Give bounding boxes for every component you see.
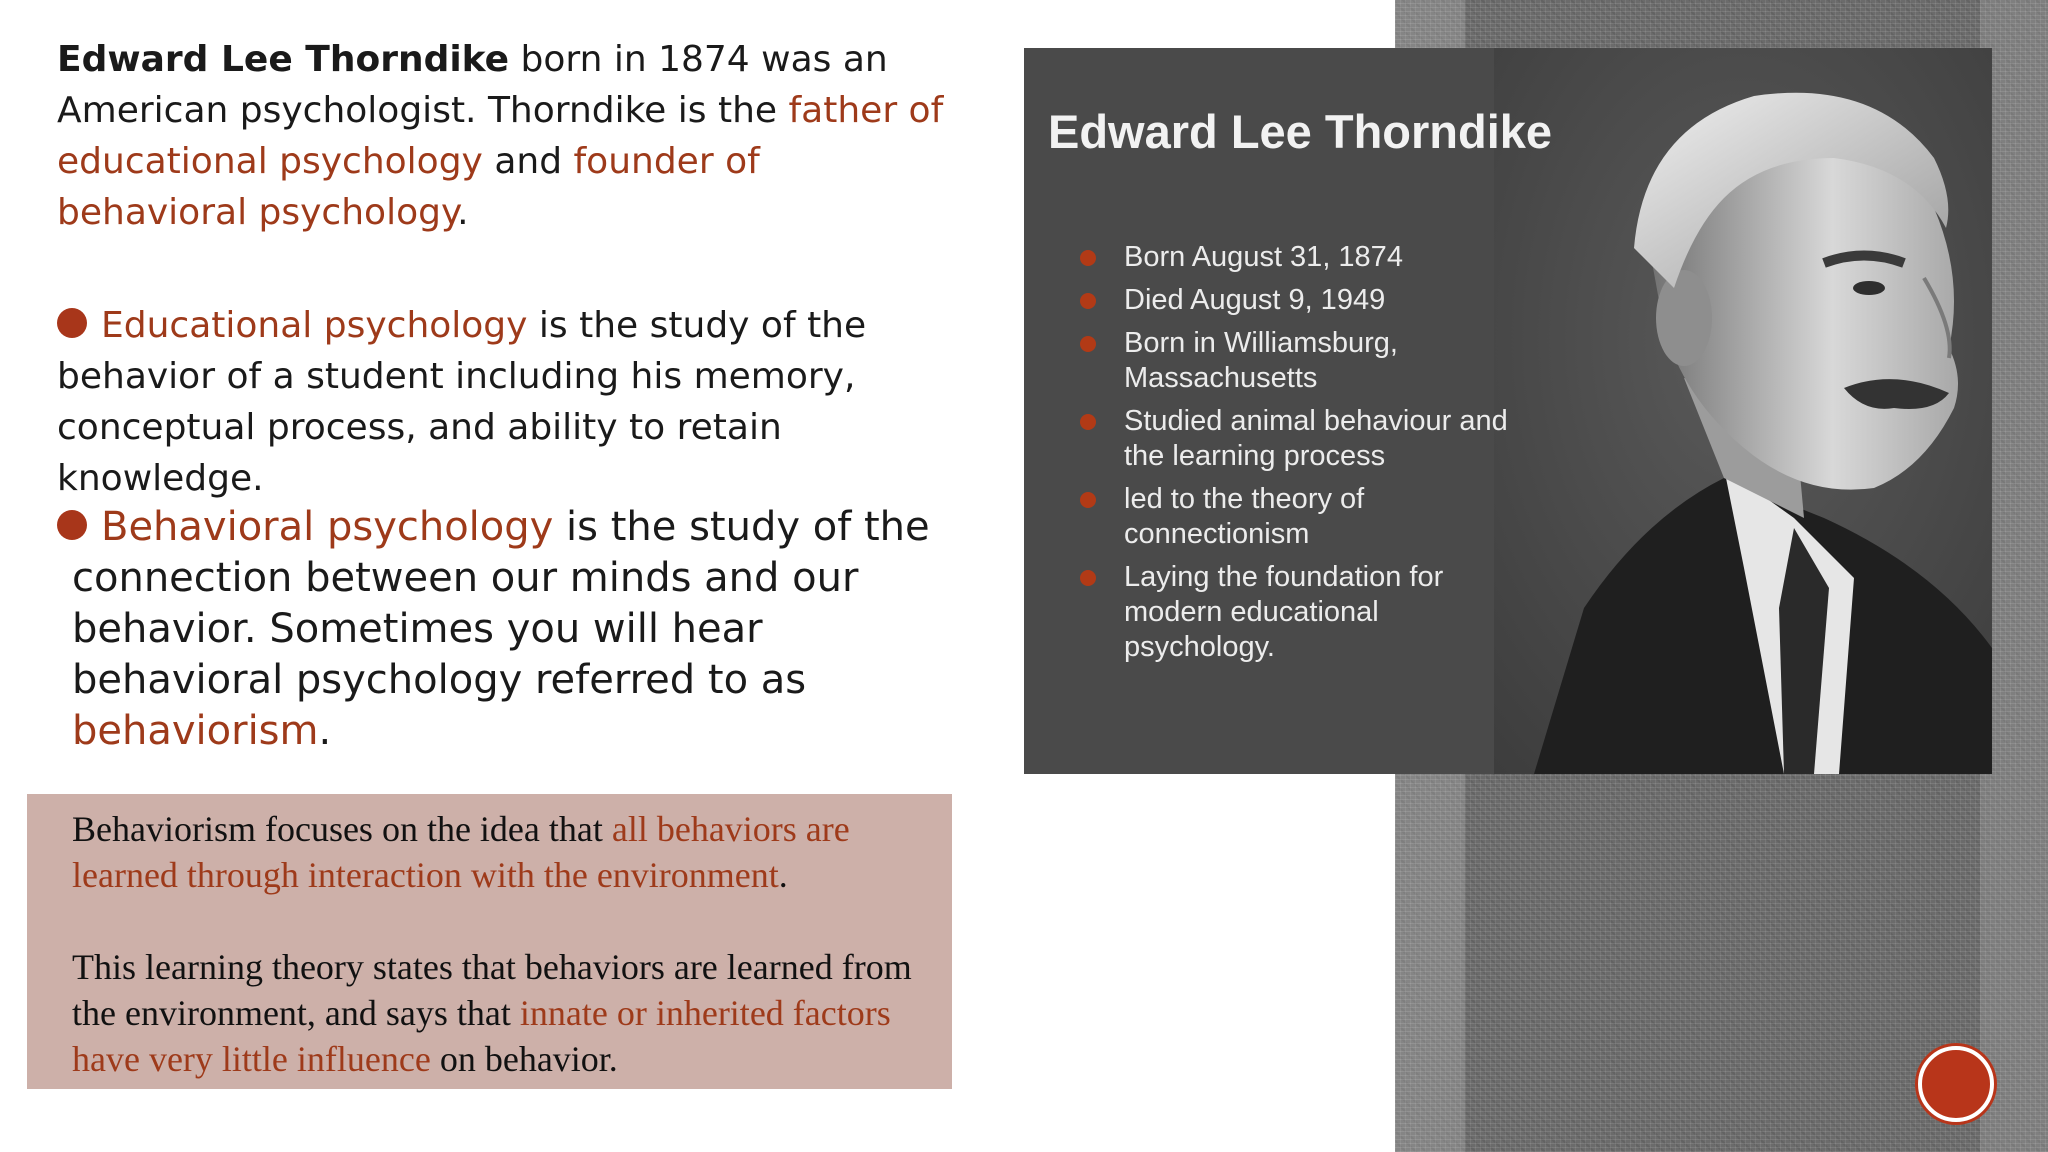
photo-list-item — [1080, 404, 1520, 474]
bullet-dot-icon — [1080, 570, 1096, 586]
box-p1-accent: all behaviors are learned through interaction with the environment — [72, 809, 850, 895]
photo-list-item — [1080, 326, 1520, 396]
bullet-dot-icon — [57, 308, 87, 338]
bullet-dot-icon — [1080, 414, 1096, 430]
photo-list-item — [1080, 240, 1520, 275]
box-gap — [72, 898, 932, 944]
box-paragraph-2 — [72, 944, 932, 1082]
bullet-educational — [57, 300, 987, 504]
bullet2-text-2: connection between our minds and our behavior. Sometimes you will hear behavioral psychology referred to as — [72, 555, 859, 703]
bullet-dot-icon — [57, 510, 87, 540]
portrait-image — [1494, 48, 1992, 774]
behaviorism-box-text — [72, 806, 932, 1082]
bullet1-accent: Educational psychology — [101, 305, 528, 346]
photo-item-text: Born August 31, 1874 — [1124, 241, 1403, 273]
bullet-dot-icon — [1080, 293, 1096, 309]
photo-item-text: led to the theory of connectionism — [1124, 483, 1365, 550]
photo-info-list — [1080, 240, 1520, 673]
photo-list-item — [1080, 482, 1520, 552]
intro-name: Edward Lee Thorndike — [57, 39, 510, 80]
box-p1-end: . — [778, 855, 788, 895]
bullet2-accent-2: behaviorism — [72, 708, 319, 754]
bullet1-text: is the study of the behavior of a student including his memory, conceptual process, and ability to retain knowledge. — [57, 305, 867, 499]
bullet2-accent: Behavioral psychology — [101, 504, 554, 550]
photo-item-text: Born in Williamsburg, Massachusetts — [1124, 327, 1398, 394]
bullet2-end: . — [318, 708, 332, 754]
bullet2-text-1: is the study of the — [553, 504, 930, 550]
photo-item-text: Studied animal behaviour and the learning process — [1124, 405, 1508, 472]
photo-list-item — [1080, 560, 1520, 665]
behaviorism-box — [27, 794, 952, 1089]
intro-text-3: . — [457, 192, 469, 233]
intro-text-1: born in 1874 was an American psychologist. Thorndike is the — [57, 39, 888, 131]
box-p2-end: on behavior. — [430, 1039, 618, 1079]
bullet-dot-icon — [1080, 492, 1096, 508]
box-p2-accent: innate or inherited factors have very little influence — [72, 993, 891, 1079]
intro-text-2: and — [482, 141, 574, 182]
intro-accent-1: father of educational psychology — [57, 90, 944, 182]
bullet2-continuation — [57, 553, 977, 757]
photo-item-text: Died August 9, 1949 — [1124, 284, 1386, 316]
box-p2-start: This learning theory states that behaviors are learned from the environment, and says that — [72, 947, 912, 1033]
circle-button-icon[interactable] — [1918, 1046, 1994, 1122]
box-paragraph-1 — [72, 806, 932, 898]
bullet-behavioral — [57, 502, 977, 757]
thorndike-photo — [1024, 48, 1992, 774]
intro-accent-2: founder of behavioral psychology — [57, 141, 760, 233]
photo-item-text: Laying the foundation for modern educational psychology. — [1124, 561, 1444, 663]
bullet-dot-icon — [1080, 336, 1096, 352]
photo-list-item — [1080, 283, 1520, 318]
bullet-dot-icon — [1080, 250, 1096, 266]
intro-paragraph — [57, 34, 957, 238]
photo-title: Edward Lee Thorndike — [1048, 105, 1553, 158]
box-p1-start: Behaviorism focuses on the idea that — [72, 809, 612, 849]
